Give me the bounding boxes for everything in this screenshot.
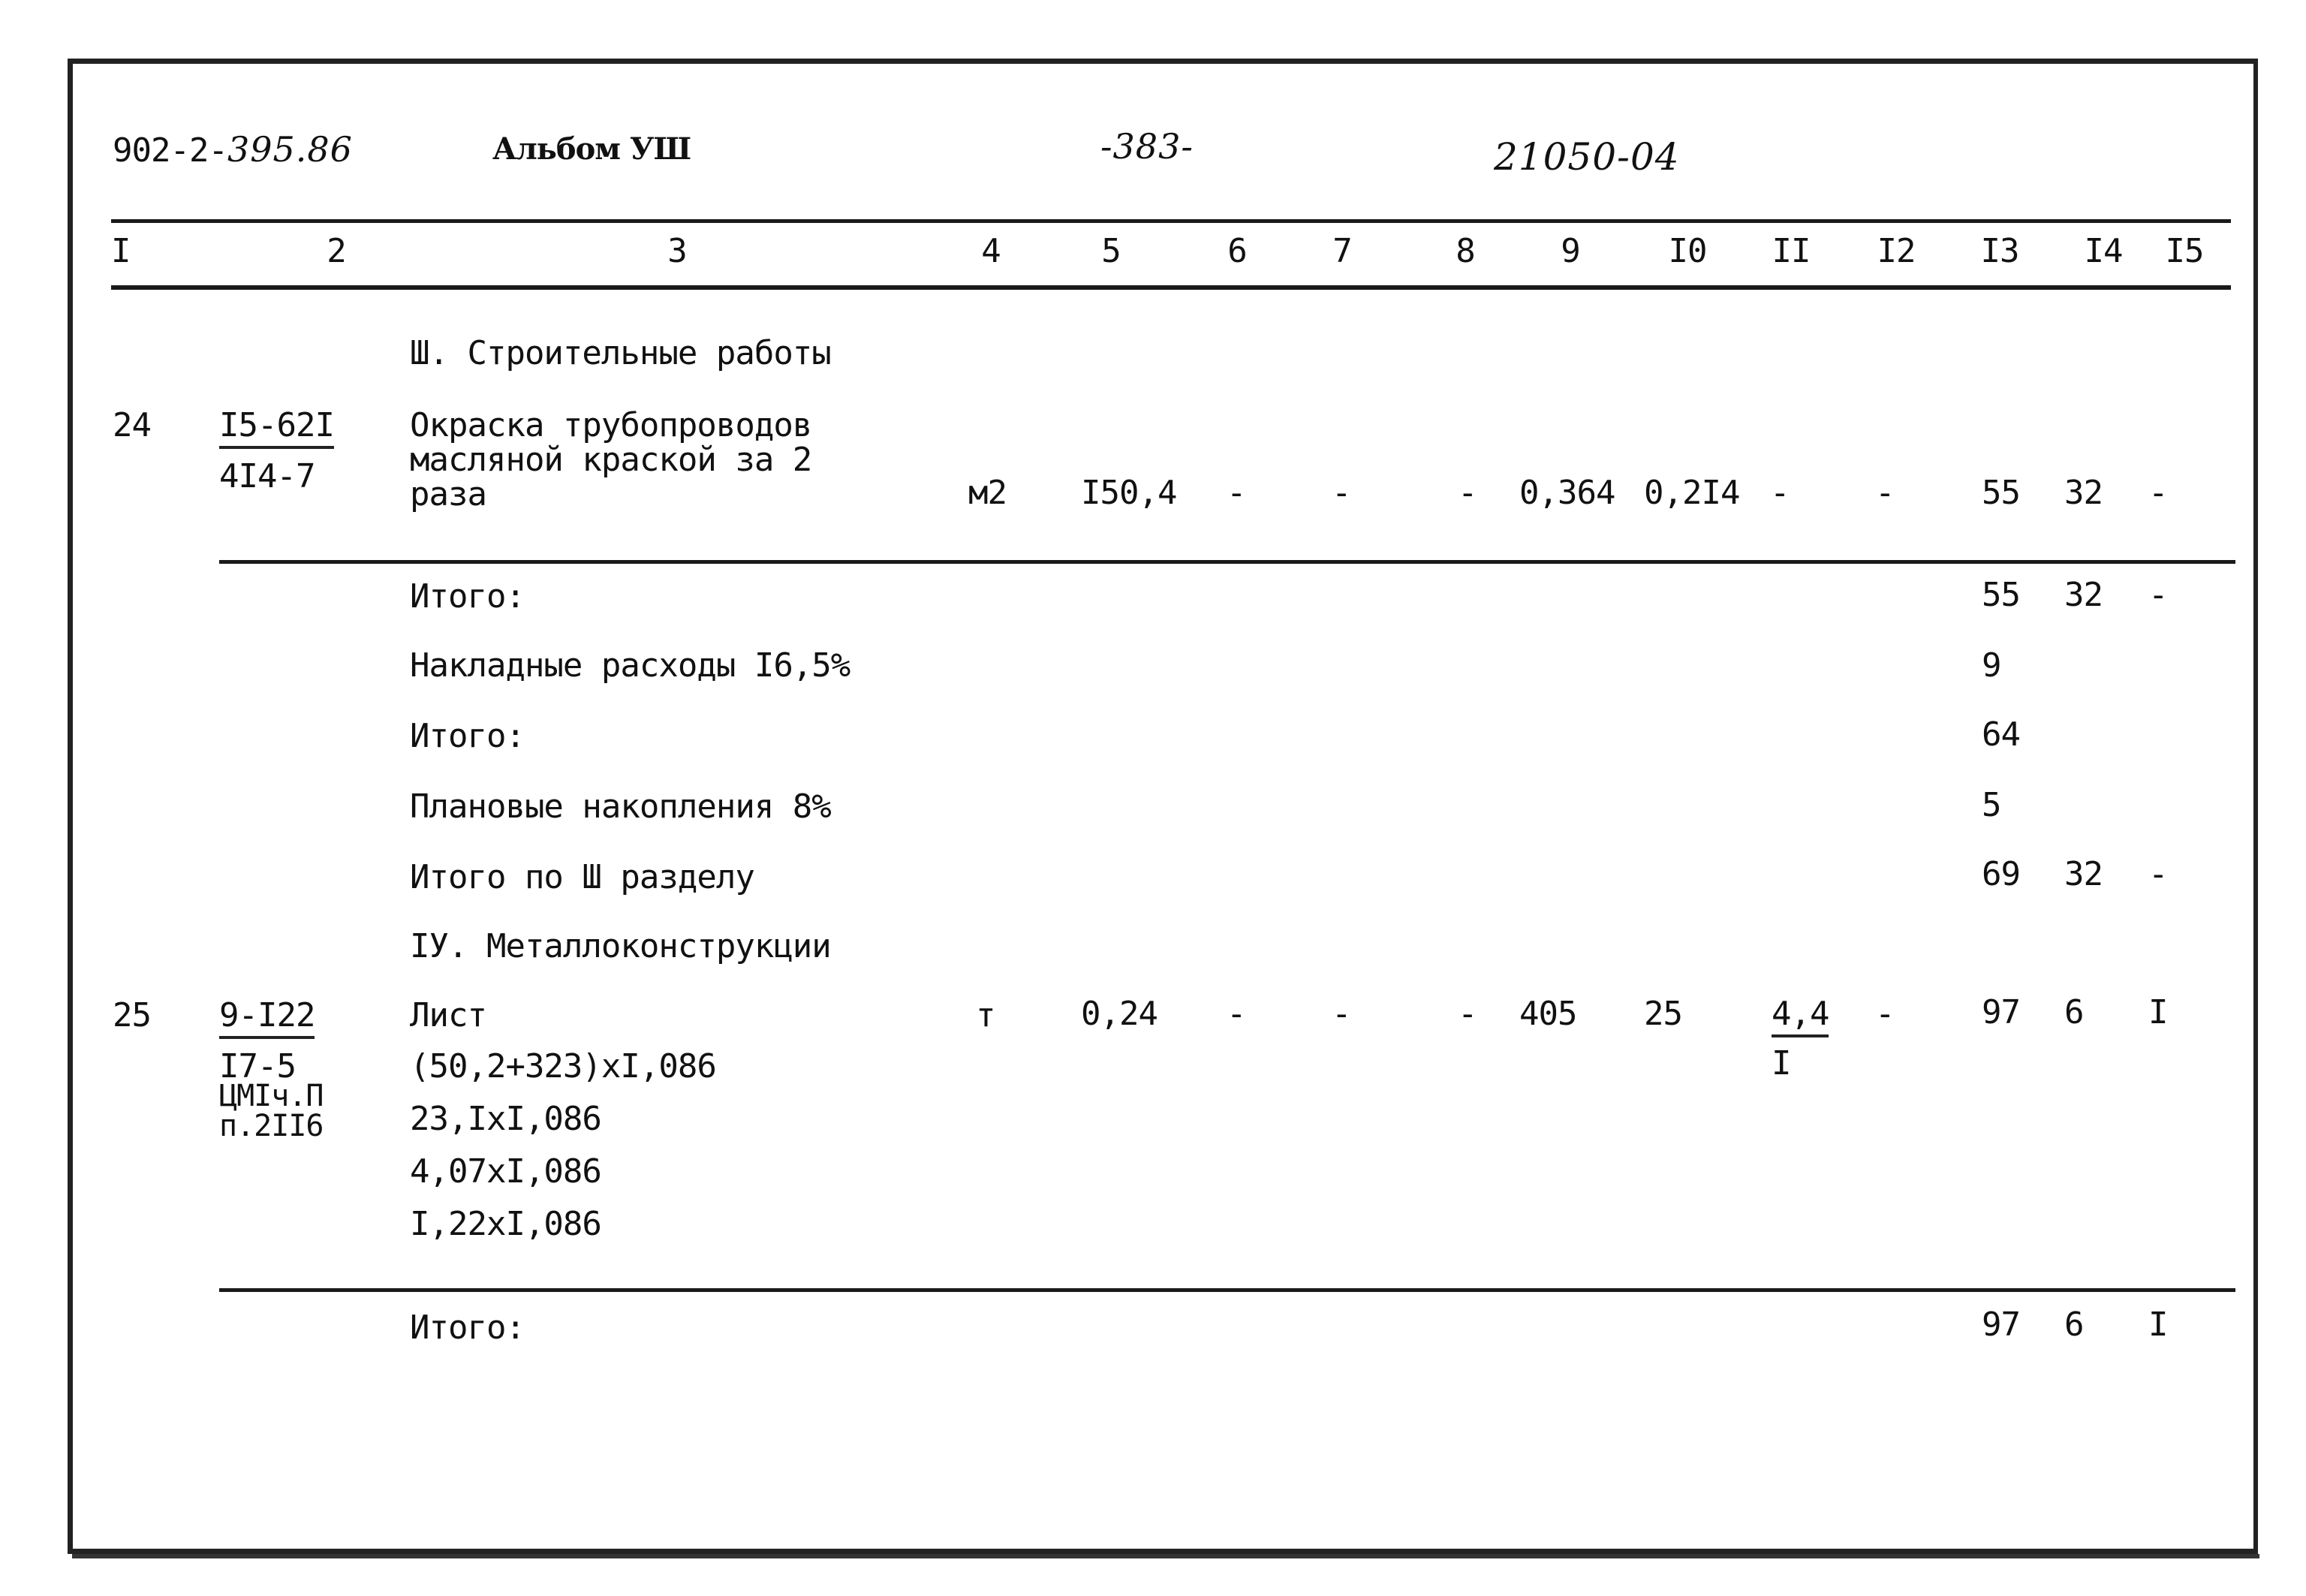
quantity: 0,24 xyxy=(1081,995,1158,1033)
doc-code-suffix: 395.86 xyxy=(227,129,353,170)
work-description-line3: раза xyxy=(410,475,486,513)
summary-label: Итого по Ш разделу xyxy=(410,858,754,896)
col-11-denominator: I xyxy=(1772,1044,1791,1083)
work-description: Лист xyxy=(410,996,486,1034)
price-code: 4I4-7 xyxy=(219,457,315,495)
col-6-value: - xyxy=(1227,995,1246,1033)
calc-line-4: I,22xI,086 xyxy=(410,1205,601,1243)
price-code: I7-5 xyxy=(219,1047,296,1086)
norm-code: I5-62I xyxy=(219,406,334,449)
quantity: I50,4 xyxy=(1081,474,1177,512)
album-title: Альбом УШ xyxy=(492,131,691,167)
col-num-4: 4 xyxy=(981,232,1001,270)
col-num-3: 3 xyxy=(667,232,687,270)
total-col-15: I xyxy=(2148,1305,2168,1344)
col-9-value: 0,364 xyxy=(1519,474,1615,512)
unit: т xyxy=(976,996,995,1034)
unit: м2 xyxy=(968,474,1007,512)
frame-shadow xyxy=(72,1554,2259,1558)
section-3-title: Ш. Строительные работы xyxy=(410,334,831,372)
col-num-8: 8 xyxy=(1456,232,1475,270)
col-num-2: 2 xyxy=(327,232,346,270)
col-num-12: I2 xyxy=(1877,232,1916,270)
summary-col-14: 32 xyxy=(2064,855,2103,893)
doc-code-prefix: 902-2- xyxy=(113,131,227,170)
col-12-value: - xyxy=(1875,474,1895,512)
col-num-6: 6 xyxy=(1227,232,1247,270)
col-num-7: 7 xyxy=(1332,232,1352,270)
reference-item: п.2II6 xyxy=(219,1109,324,1143)
header-rule-bottom xyxy=(111,285,2231,290)
calc-line-1: (50,2+323)xI,086 xyxy=(410,1047,716,1086)
col-num-1: I xyxy=(111,232,131,270)
row-number: 25 xyxy=(113,996,151,1034)
summary-label: Итого: xyxy=(410,717,525,755)
doc-code xyxy=(113,129,353,170)
summary-col-15: - xyxy=(2148,855,2168,893)
col-15-value: I xyxy=(2148,993,2168,1031)
col-9-value: 405 xyxy=(1519,995,1577,1033)
document-number: 21050-04 xyxy=(1494,135,1680,179)
work-description: Окраска трубопроводов xyxy=(410,406,812,444)
summary-col-14: 32 xyxy=(2064,576,2103,614)
summary-col-13: 55 xyxy=(1982,576,2020,614)
col-10-value: 25 xyxy=(1644,995,1682,1033)
row-25-rule xyxy=(219,1288,2235,1292)
summary-col-13: 64 xyxy=(1982,715,2020,754)
summary-col-15: - xyxy=(2148,576,2168,614)
summary-label: Накладные расходы I6,5% xyxy=(410,646,850,685)
col-7-value: - xyxy=(1332,995,1351,1033)
col-num-14: I4 xyxy=(2084,232,2123,270)
col-6-value: - xyxy=(1227,474,1246,512)
summary-label: Итого: xyxy=(410,577,525,616)
summary-col-13: 9 xyxy=(1982,646,2001,685)
calc-line-3: 4,07xI,086 xyxy=(410,1152,601,1191)
col-8-value: - xyxy=(1458,995,1477,1033)
col-num-10: I0 xyxy=(1668,232,1707,270)
page-number: -383- xyxy=(1100,126,1194,167)
col-11-value: - xyxy=(1770,474,1790,512)
header-rule-top xyxy=(111,219,2231,223)
summary-col-13: 69 xyxy=(1982,855,2020,893)
col-num-15: I5 xyxy=(2165,232,2204,270)
section-4-title: IУ. Металлоконструкции xyxy=(410,927,831,965)
col-num-5: 5 xyxy=(1101,232,1121,270)
reference-code: ЦМIч.П xyxy=(219,1079,324,1113)
col-num-13: I3 xyxy=(1980,232,2019,270)
col-8-value: - xyxy=(1458,474,1477,512)
norm-code: 9-I22 xyxy=(219,996,315,1039)
total-label: Итого: xyxy=(410,1308,525,1347)
total-col-13: 97 xyxy=(1982,1305,2020,1344)
col-11-value: 4,4 xyxy=(1772,995,1829,1037)
work-description-line2: масляной краской за 2 xyxy=(410,441,812,479)
col-14-value: 6 xyxy=(2064,993,2084,1031)
summary-label: Плановые накопления 8% xyxy=(410,787,831,826)
calc-line-2: 23,IxI,086 xyxy=(410,1100,601,1138)
row-number: 24 xyxy=(113,406,151,444)
page-frame xyxy=(68,59,2258,1554)
col-14-value: 32 xyxy=(2064,474,2103,512)
total-col-14: 6 xyxy=(2064,1305,2084,1344)
col-7-value: - xyxy=(1332,474,1351,512)
col-num-11: II xyxy=(1772,232,1811,270)
col-13-value: 97 xyxy=(1982,993,2020,1031)
col-10-value: 0,2I4 xyxy=(1644,474,1740,512)
row-24-rule xyxy=(219,560,2235,564)
summary-col-13: 5 xyxy=(1982,786,2001,824)
col-12-value: - xyxy=(1875,995,1895,1033)
col-num-9: 9 xyxy=(1561,232,1580,270)
col-13-value: 55 xyxy=(1982,474,2020,512)
col-15-value: - xyxy=(2148,474,2168,512)
